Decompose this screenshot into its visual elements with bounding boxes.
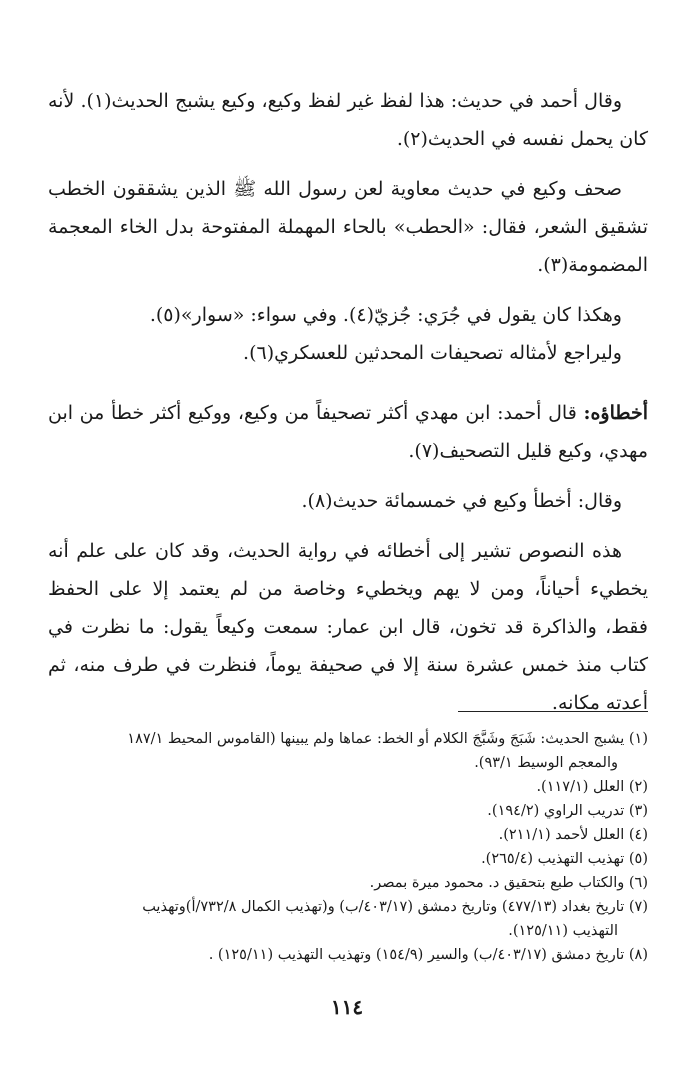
paragraph-jurayy: وهكذا كان يقول في جُرَي: جُزيّ(٤). وفي سواء: «سوار»(٥). xyxy=(149,304,622,326)
footnote-1-line-1: (١) يشبج الحديث: شَبَجَ وشَبَّجَ الكلام أو الخط: عماها ولم يبينها (القاموس المحيط ١٨٧/١ xyxy=(127,731,648,747)
paragraph-memory: هذه النصوص تشير إلى أخطائه في رواية الحديث، وقد كان على علم أنه يخطيء أحياناً، ومن لا يهم ويخطيء وخاصة من لم يعتمد إلا على الحفظ فقط، والذاكرة قد تخون، قال ابن عمار: سمعت وكيعاً يقول: ما نظرت في كتاب منذ خمس عشرة سنة إلا في صحيفة يوماً، فنظرت في طرف منه، ثم أعدته مكانه. xyxy=(48,540,648,714)
paragraph-five-hundred: وقال: أخطأ وكيع في خمسمائة حديث(٨). xyxy=(301,490,622,512)
page-number: ١١٤ xyxy=(330,995,364,1019)
footnote-7-line-2: التهذيب (١٢٥/١١). xyxy=(508,923,618,939)
footnote-2: (٢) العلل (١١٧/١). xyxy=(536,779,648,795)
paragraph-mistakes-text: قال أحمد: ابن مهدي أكثر تصحيفاً من وكيع، ووكيع أكثر خطأ من ابن مهدي، وكيع قليل التصحيف(٧). xyxy=(48,402,648,462)
paragraph-ahmad-quote: وقال أحمد في حديث: هذا لفظ غير لفظ وكيع، وكيع يشبج الحديث(١). لأنه كان يحمل نفسه في الحديث(٢). xyxy=(48,90,648,150)
paragraph-mistakes xyxy=(48,394,648,470)
main-text xyxy=(48,82,648,722)
footnote-4: (٤) العلل لأحمد (٢١١/١). xyxy=(498,827,648,843)
footnote-3: (٣) تدريب الراوي (١٩٤/٢). xyxy=(487,803,648,819)
footnote-1 xyxy=(48,727,648,775)
footnote-8: (٨) تاريخ دمشق (٤٠٣/١٧/ب) والسير (١٥٤/٩) وتهذيب التهذيب (١٢٥/١١) . xyxy=(208,947,648,963)
paragraph-tashif-muawiya: صحف وكيع في حديث معاوية لعن رسول الله ﷺ الذين يشققون الخطب تشقيق الشعر، فقال: «الحطب» بالحاء المهملة المفتوحة بدل الخاء المعجمة المضمومة(٣). xyxy=(48,178,648,276)
footnote-7 xyxy=(48,895,648,943)
footnote-7-line-1: (٧) تاريخ بغداد (٤٧٧/١٣) وتاريخ دمشق (٤٠٣/١٧/ب) و(تهذيب الكمال ٧٣٢/٨/أ)وتهذيب xyxy=(142,899,648,915)
footnote-divider xyxy=(458,711,648,712)
paragraph-askari-reference: وليراجع لأمثاله تصحيفات المحدثين للعسكري(٦). xyxy=(243,342,622,364)
footnote-6: (٦) والكتاب طبع بتحقيق د. محمود ميرة بمصر. xyxy=(369,875,648,891)
section-heading-mistakes: أخطاؤه: xyxy=(583,402,648,424)
footnote-1-line-2: والمعجم الوسيط ٩٣/١). xyxy=(474,755,618,771)
footnotes xyxy=(48,727,648,967)
footnote-5: (٥) تهذيب التهذيب (٢٦٥/٤). xyxy=(481,851,648,867)
